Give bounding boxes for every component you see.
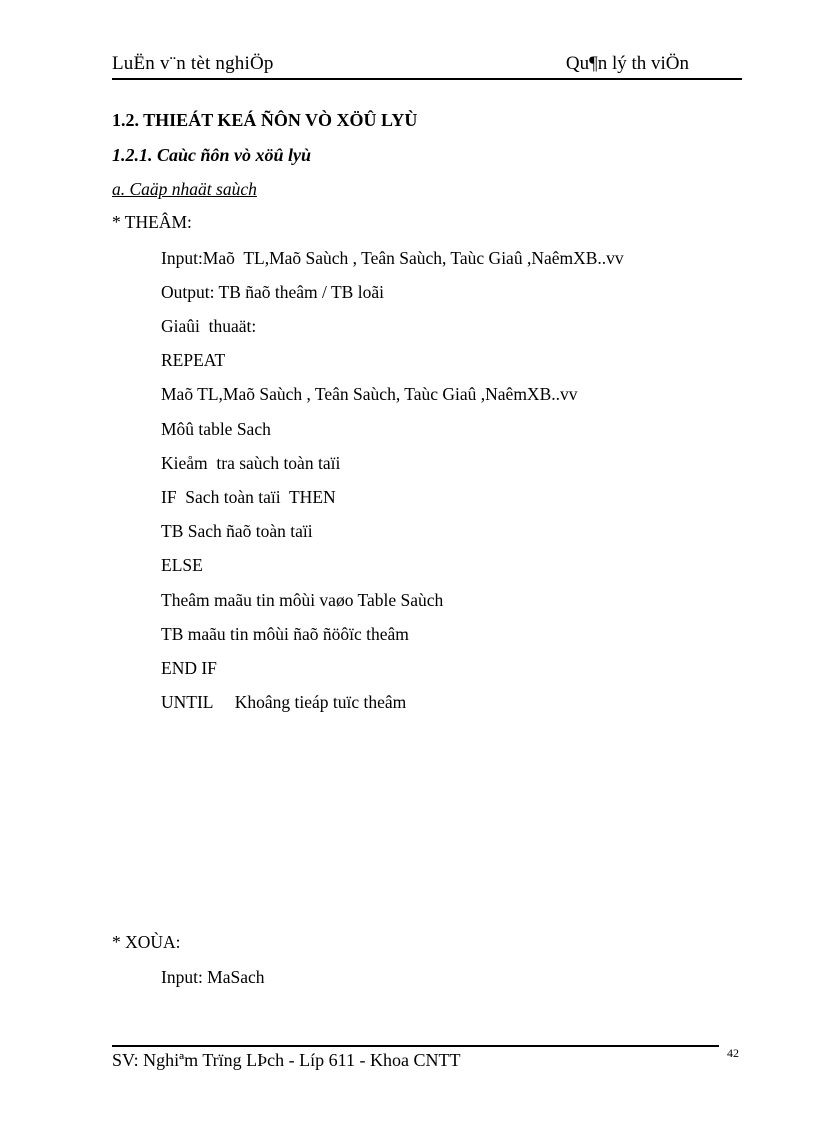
page-header [112, 52, 742, 80]
add-line: TB maãu tin môùi ñaõ ñöôïc theâm [161, 624, 409, 644]
add-line: END IF [161, 658, 217, 678]
header-thesis-label: LuËn v¨n tèt nghiÖp [112, 53, 274, 74]
add-block-label: * THEÂM: [112, 212, 192, 232]
sub-sub-title: a. Caäp nhaät saùch [112, 179, 257, 199]
add-line: Kieåm tra saùch toàn taïi [161, 453, 341, 473]
footer-author: SV: Nghiªm Trïng LÞch - Líp 611 - Khoa CNTT [112, 1050, 461, 1070]
add-line: Maõ TL,Maõ Saùch , Teân Saùch, Taùc Giaû ,NaêmXB..vv [161, 384, 578, 404]
subsection-title: 1.2.1. Caùc ñôn vò xöû lyù [112, 145, 312, 165]
header-topic-label: Qu¶n lý th viÖn [565, 53, 689, 74]
add-line: Input:Maõ TL,Maõ Saùch , Teân Saùch, Taùc Giaû ,NaêmXB..vv [161, 248, 624, 268]
footer-divider [112, 1045, 719, 1047]
section-title: 1.2. THIEÁT KEÁ ÑÔN VÒ XÖÛ LYÙ [112, 110, 418, 130]
add-line: REPEAT [161, 350, 226, 370]
add-line: UNTIL Khoâng tieáp tuïc theâm [161, 692, 407, 712]
add-line: Giaûi thuaät: [161, 316, 257, 336]
add-line: Theâm maãu tin môùi vaøo Table Saùch [161, 590, 444, 610]
add-line: Môû table Sach [161, 419, 271, 439]
add-line: TB Sach ñaõ toàn taïi [161, 521, 313, 541]
delete-line: Input: MaSach [161, 967, 265, 987]
delete-block-label: * XOÙA: [112, 932, 181, 952]
add-line: Output: TB ñaõ theâm / TB loãi [161, 282, 384, 302]
add-line: ELSE [161, 555, 203, 575]
page-number: 42 [727, 1046, 739, 1060]
add-line: IF Sach toàn taïi THEN [161, 487, 336, 507]
